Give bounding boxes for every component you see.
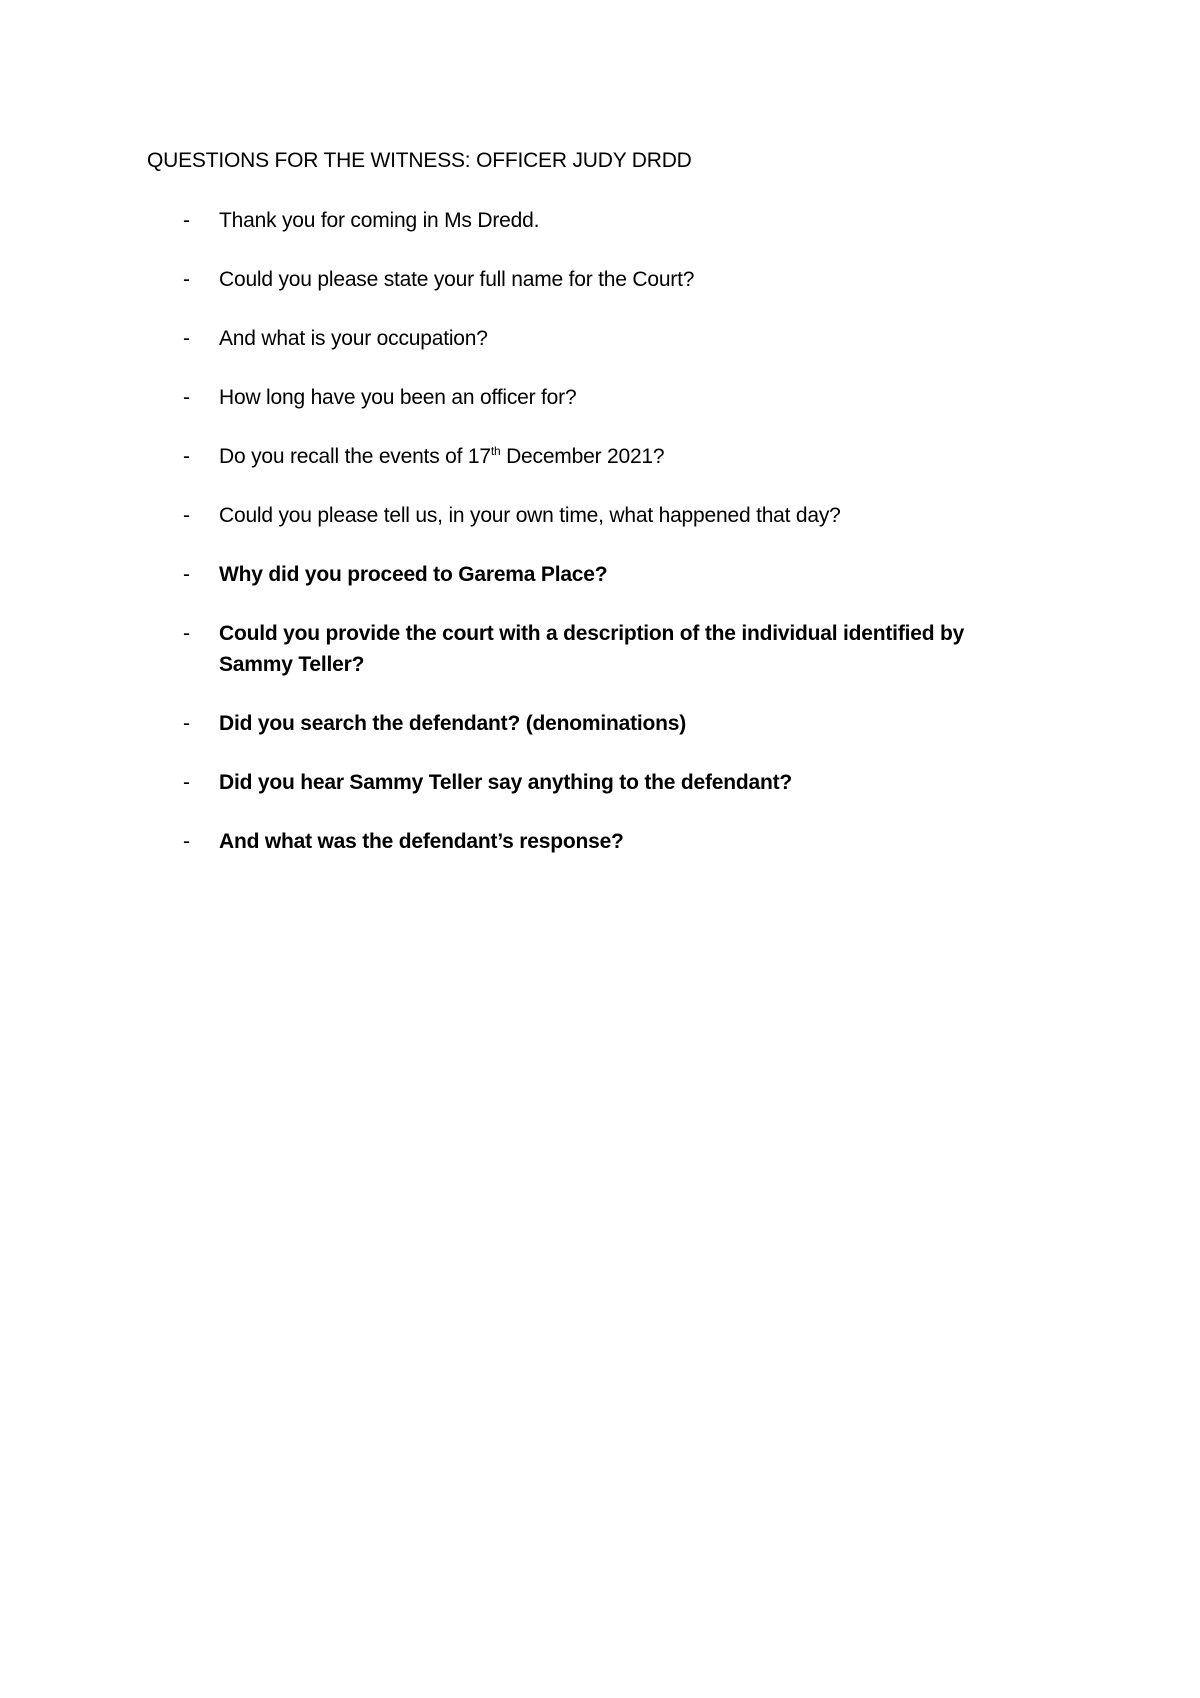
- ordinal-superscript: th: [490, 444, 501, 458]
- question-text: Could you provide the court with a description of the individual identified by Sammy Teller?: [219, 622, 965, 676]
- question-text: And what was the defendant’s response?: [219, 830, 624, 853]
- question-text: How long have you been an officer for?: [219, 386, 577, 409]
- bullet-dash: -: [183, 504, 190, 527]
- bullet-dash: -: [183, 209, 190, 232]
- question-text: Did you hear Sammy Teller say anything to the defendant?: [219, 771, 793, 794]
- question-text: [219, 441, 1019, 472]
- bullet-dash: -: [183, 268, 190, 291]
- bullet-dash: -: [183, 771, 190, 794]
- list-item: [147, 618, 1047, 680]
- list-item: [147, 441, 1047, 472]
- list-item: [147, 559, 1047, 590]
- question-list: [147, 205, 1047, 885]
- bullet-dash: -: [183, 386, 190, 409]
- bullet-dash: -: [183, 563, 190, 586]
- list-item: [147, 500, 1047, 531]
- bullet-dash: -: [183, 622, 190, 645]
- list-item: [147, 767, 1047, 798]
- bullet-dash: -: [183, 712, 190, 735]
- list-item: [147, 205, 1047, 236]
- question-text-part: December 2021?: [500, 445, 665, 468]
- list-item: [147, 382, 1047, 413]
- question-text-part: Do you recall the events of 17: [219, 445, 491, 468]
- document-heading: QUESTIONS FOR THE WITNESS: OFFICER JUDY DRDD: [147, 149, 692, 172]
- bullet-dash: -: [183, 830, 190, 853]
- list-item: [147, 264, 1047, 295]
- question-text: Could you please state your full name for the Court?: [219, 268, 695, 291]
- list-item: [147, 323, 1047, 354]
- question-text: And what is your occupation?: [219, 327, 488, 350]
- question-text: Why did you proceed to Garema Place?: [219, 563, 608, 586]
- question-text: Thank you for coming in Ms Dredd.: [219, 209, 540, 232]
- question-text: Could you please tell us, in your own time, what happened that day?: [219, 504, 841, 527]
- bullet-dash: -: [183, 445, 190, 468]
- question-text: Did you search the defendant? (denominations): [219, 712, 687, 735]
- bullet-dash: -: [183, 327, 190, 350]
- list-item: [147, 708, 1047, 739]
- list-item: [147, 826, 1047, 857]
